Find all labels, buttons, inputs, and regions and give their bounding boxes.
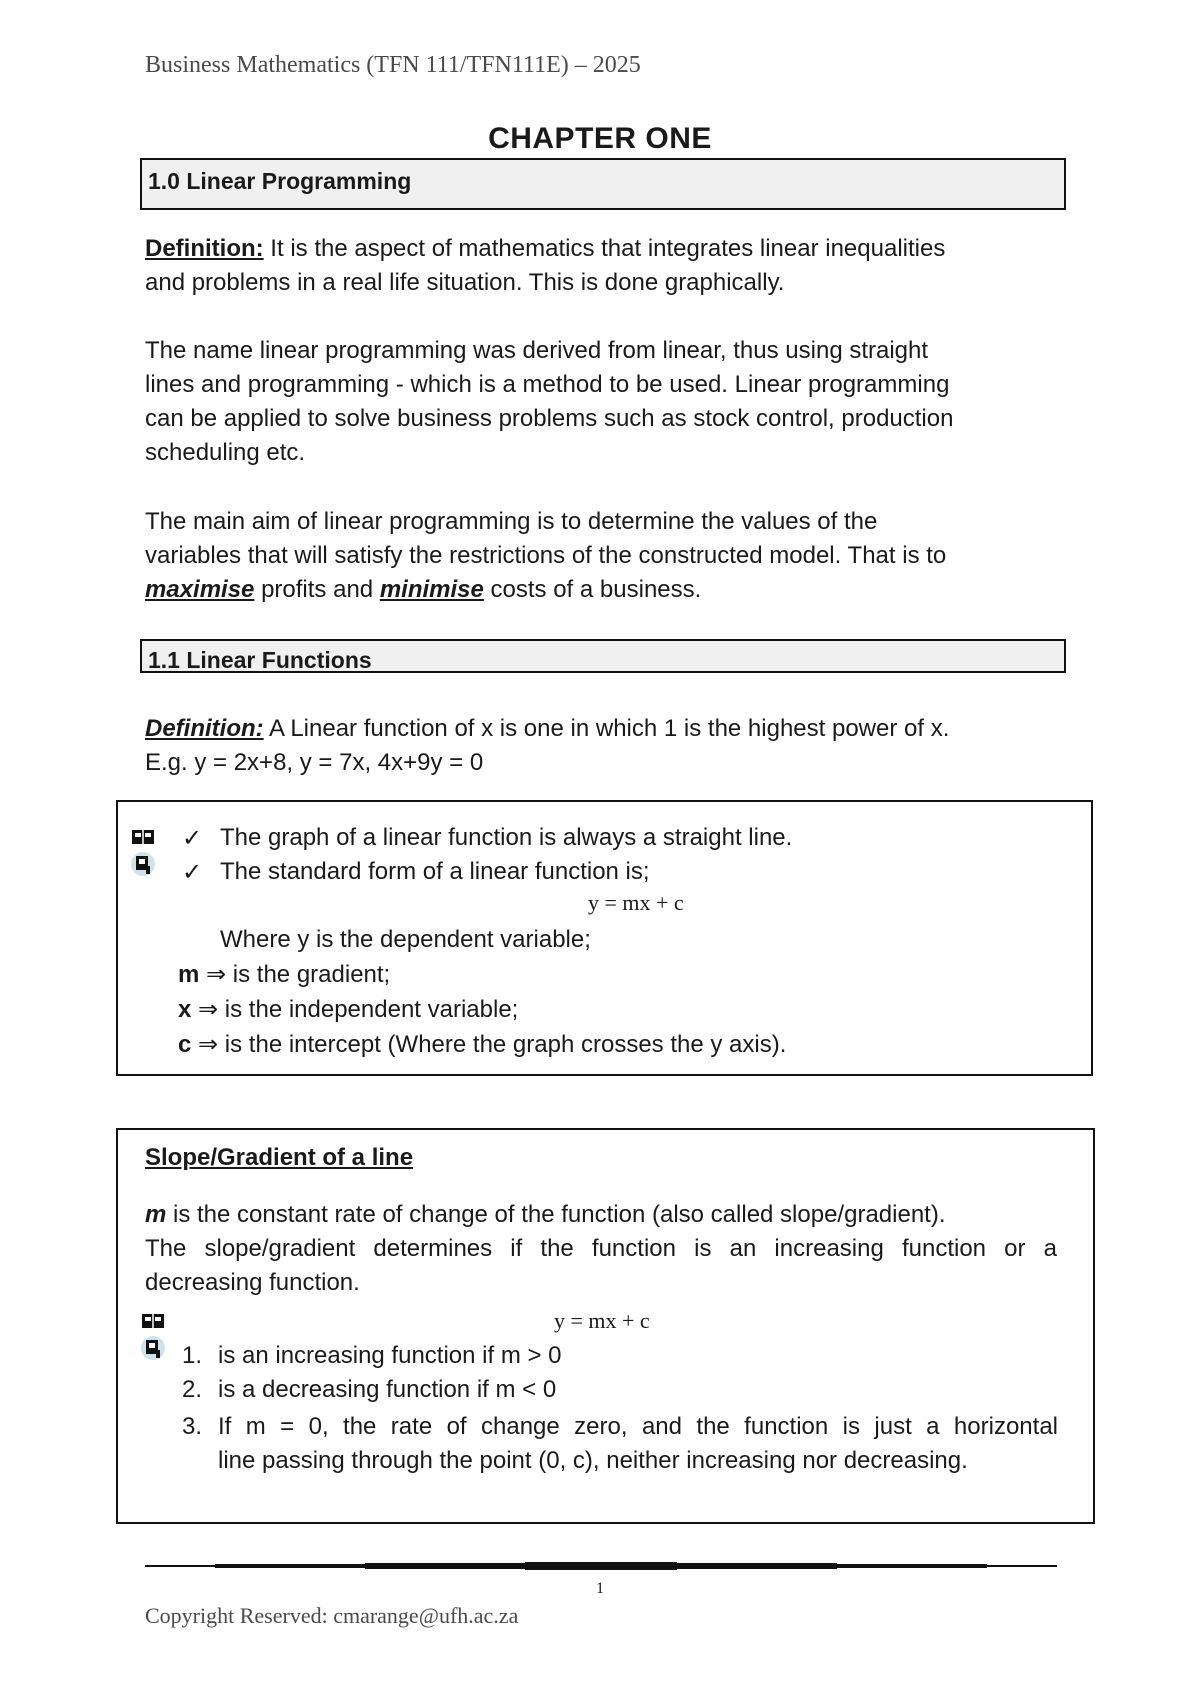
list-text: is a decreasing function if m < 0 xyxy=(218,1376,557,1403)
list-item xyxy=(182,1342,562,1370)
paragraph-line: can be applied to solve business problems such as stock control, production xyxy=(145,405,954,432)
note-item: The graph of a linear function is always a straight line. xyxy=(220,824,793,851)
symbol: x xyxy=(178,996,192,1023)
check-icon: ✓ xyxy=(182,859,203,886)
paragraph-line: decreasing function. xyxy=(145,1269,360,1296)
paragraph-line: The name linear programming was derived from linear, thus using straight xyxy=(145,337,929,364)
intro-paragraph xyxy=(145,334,1057,470)
list-number: 2. xyxy=(182,1376,203,1403)
minimise-term: minimise xyxy=(379,576,484,603)
paragraph-line: The main aim of linear programming is to determine the values of the xyxy=(145,508,878,535)
running-header: Business Mathematics (TFN 111/TFN111E) – 2025 xyxy=(145,52,641,78)
slope-box-title: Slope/Gradient of a line xyxy=(145,1144,414,1171)
standard-form-formula: y = mx + c xyxy=(588,890,684,915)
symbol: m xyxy=(145,1201,167,1228)
symbol-definition: ⇒ is the intercept (Where the graph crosses the y axis). xyxy=(191,1031,787,1058)
copyright-footer: Copyright Reserved: cmarange@ufh.ac.za xyxy=(145,1603,519,1628)
slope-paragraph xyxy=(145,1198,1057,1300)
list-item xyxy=(182,1410,1058,1478)
footer-divider xyxy=(145,1558,1057,1574)
paragraph-line: lines and programming - which is a method to be used. Linear programming xyxy=(145,371,950,398)
list-item xyxy=(182,1376,556,1404)
note-item: The standard form of a linear function is; xyxy=(220,858,650,885)
symbol-definition: ⇒ is the independent variable; xyxy=(191,996,519,1023)
paragraph-text: costs of a business. xyxy=(483,576,702,603)
list-text: is an increasing function if m > 0 xyxy=(218,1342,562,1369)
paragraph-text: is the constant rate of change of the function (also called slope/gradient). xyxy=(166,1201,946,1228)
definition-label: Definition: xyxy=(145,715,264,742)
note-box xyxy=(116,800,1093,1076)
slope-box xyxy=(116,1128,1095,1524)
check-icon: ✓ xyxy=(182,825,203,852)
list-number: 3. xyxy=(182,1413,203,1440)
slope-formula: y = mx + c xyxy=(554,1308,650,1333)
reading-student-icon xyxy=(140,1312,166,1364)
list-text: If m = 0, the rate of change zero, and the function is just a horizontal xyxy=(218,1413,1058,1440)
symbol-definition: ⇒ is the gradient; xyxy=(199,961,391,988)
list-number: 1. xyxy=(182,1342,203,1369)
page-number: 1 xyxy=(596,1580,604,1597)
paragraph-line: The slope/gradient determines if the function is an increasing function or a xyxy=(145,1235,1057,1262)
definition-text: A Linear function of x is one in which 1 is the highest power of x. xyxy=(263,715,950,742)
paragraph-text: profits and xyxy=(254,576,380,603)
paragraph-line: scheduling etc. xyxy=(145,439,306,466)
where-line: Where y is the dependent variable; xyxy=(220,926,591,953)
example-line: E.g. y = 2x+8, y = 7x, 4x+9y = 0 xyxy=(145,749,484,776)
definition-label: Definition: xyxy=(145,235,264,262)
section-heading-box xyxy=(140,639,1066,673)
definition-paragraph xyxy=(145,232,1057,300)
section-heading-box xyxy=(140,158,1066,210)
maximise-term: maximise xyxy=(145,576,255,603)
paragraph-line: variables that will satisfy the restrictions of the constructed model. That is to xyxy=(145,542,947,569)
list-text: line passing through the point (0, c), neither increasing nor decreasing. xyxy=(218,1447,968,1474)
chapter-title: CHAPTER ONE xyxy=(488,122,712,155)
symbol: c xyxy=(178,1031,192,1058)
symbol: m xyxy=(178,961,200,988)
aim-paragraph xyxy=(145,505,1057,607)
definition-text: It is the aspect of mathematics that integrates linear inequalities xyxy=(263,235,946,262)
section-title: 1.1 Linear Functions xyxy=(148,647,372,673)
section-title: 1.0 Linear Programming xyxy=(148,168,412,194)
definition-text-line2: and problems in a real life situation. This is done graphically. xyxy=(145,269,785,296)
reading-student-icon xyxy=(130,828,156,880)
linear-function-definition xyxy=(145,712,1057,780)
